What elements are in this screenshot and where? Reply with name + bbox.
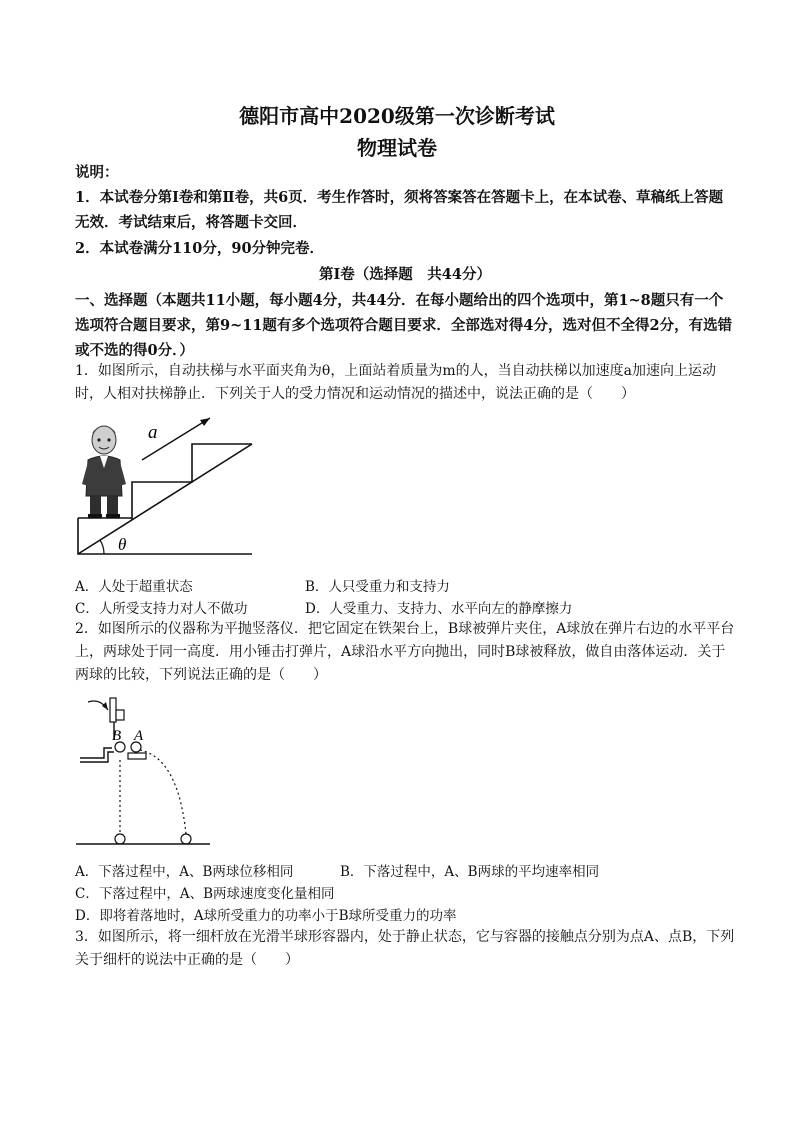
q1-option-c[interactable]: C．人所受支持力对人不做功 [75, 601, 248, 617]
ball-a-path [140, 750, 186, 834]
question-3-stem: 3．如图所示，将一细杆放在光滑半球形容器内，处于静止状态，它与容器的接触点分别为点A、点B，下列关于细杆的说法中正确的是（ ） [75, 929, 735, 968]
section-description: 一、选择题（本题共11小题，每小题4分，共44分．在每小题给出的四个选项中，第1~8题只有一个选项符合题目要求，第9~11题有多个选项符合题目要求．全部选对得4分，选对但不全得2分，有选错或不选的得0分．） [75, 292, 733, 359]
acceleration-label: a [148, 422, 158, 443]
escalator-figure [70, 410, 260, 560]
q2-option-d[interactable]: D．即将着落地时，A球所受重力的功率小于B球所受重力的功率 [75, 908, 457, 924]
projectile-apparatus-figure [70, 690, 220, 855]
angle-arc [100, 540, 104, 554]
theta-label: θ [118, 535, 127, 554]
ball-a-label: A [134, 728, 144, 744]
q1-option-d[interactable]: D．人受重力、支持力、水平向左的静摩擦力 [305, 601, 573, 617]
ball-b-label: B [112, 728, 122, 744]
q2-option-a[interactable]: A．下落过程中，A、B两球位移相同 [75, 864, 294, 880]
instructions-label: 说明： [75, 164, 119, 181]
section-title: 第Ⅰ卷（选择题 共44分） [319, 266, 491, 283]
post [110, 698, 116, 722]
q1-option-a[interactable]: A．人处于超重状态 [75, 579, 193, 595]
page-title: 德阳市高中2020级第一次诊断考试 [239, 104, 555, 128]
left-bracket [80, 748, 112, 758]
ball-b-landed [115, 834, 125, 844]
page-subtitle: 物理试卷 [357, 136, 437, 160]
platform [128, 753, 146, 759]
question-2-stem: 2．如图所示的仪器称为平抛竖落仪．把它固定在铁架台上，B球被弹片夹住，A球放在弹片右边的水平平台上，两球处于同一高度．用小锤击打弹片，A球沿水平方向抛出，同时B球被释放，做自由落体运动．关于两球的比较，下列说法正确的是（ ） [75, 621, 735, 683]
q1-option-b[interactable]: B．人只受重力和支持力 [305, 579, 450, 595]
instruction-item-1: 1．本试卷分第Ⅰ卷和第Ⅱ卷，共6页．考生作答时，须将答案答在答题卡上，在本试卷、草稿纸上答题无效．考试结束后，将答题卡交回． [75, 189, 724, 231]
q2-option-b[interactable]: B．下落过程中，A、B两球的平均速率相同 [340, 864, 600, 880]
ball-a-landed [181, 834, 191, 844]
person-icon [82, 426, 126, 518]
instruction-item-2: 2．本试卷满分110分，90分钟完卷． [75, 240, 325, 257]
question-1-stem: 1．如图所示，自动扶梯与水平面夹角为θ，上面站着质量为m的人，当自动扶梯以加速度a加速向上运动时，人相对扶梯静止．下列关于人的受力情况和运动情况的描述中，说法正确的是（ ） [75, 363, 716, 402]
escalator-base [78, 518, 252, 554]
q2-option-c[interactable]: C．下落过程中，A、B两球速度变化量相同 [75, 886, 335, 902]
acceleration-arrowhead [200, 418, 210, 426]
